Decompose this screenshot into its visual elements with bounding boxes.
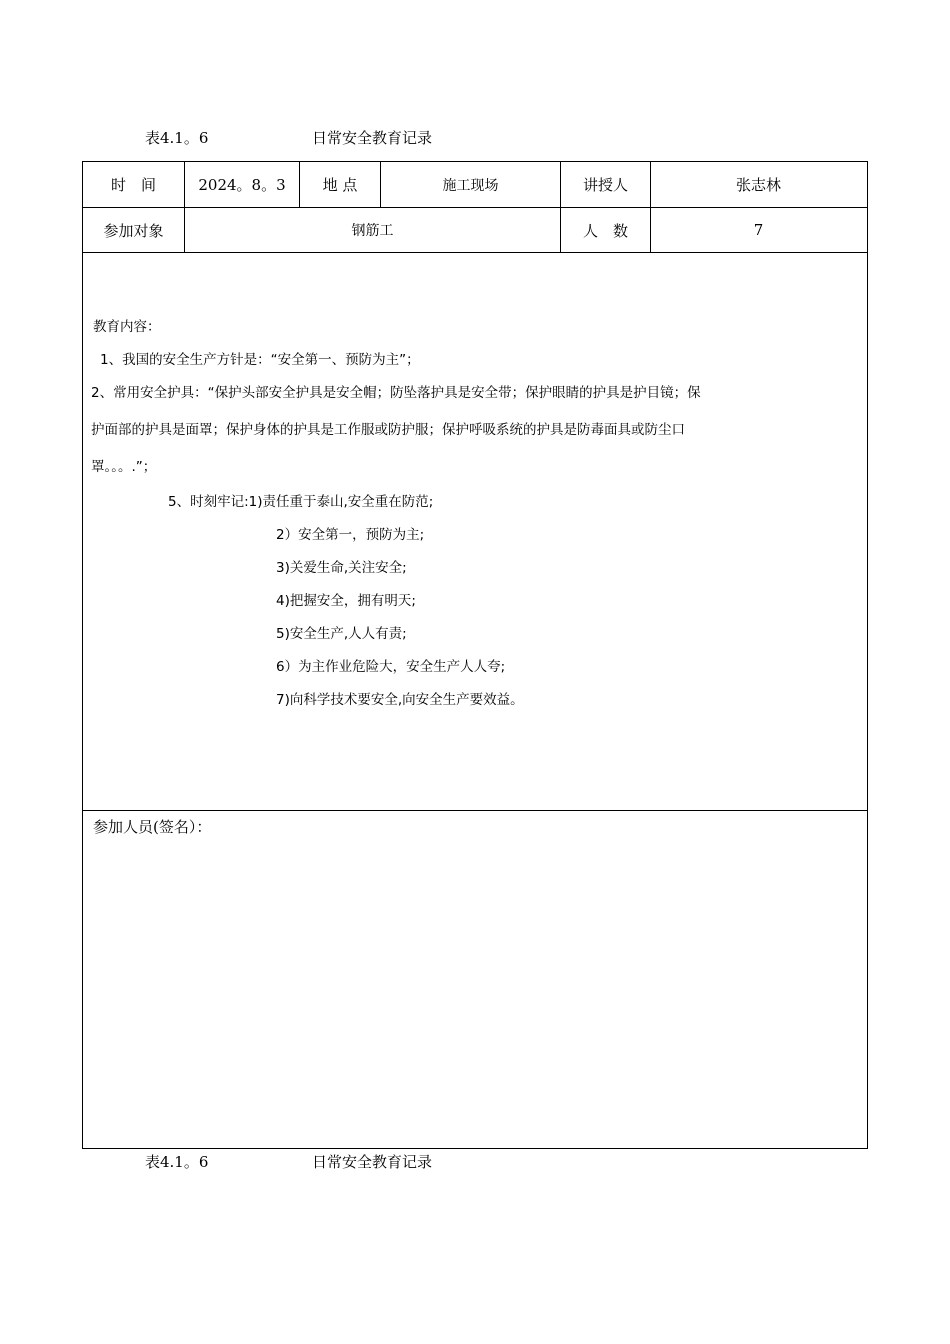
document-title: 日常安全教育记录: [312, 129, 433, 147]
signature-area: [83, 811, 867, 1148]
content-line-2c: 罩。。。.”；: [91, 459, 157, 475]
motto-item: 7)向科学技术要安全,向安全生产要效益。: [276, 692, 524, 708]
time-label: 时 间: [83, 162, 185, 207]
motto-item: 4)把握安全，拥有明天;: [276, 593, 416, 609]
header-row-2: [83, 208, 867, 253]
header-row-1: [83, 162, 867, 208]
table-number: 表4.1。6: [145, 129, 209, 147]
participants-label: 参加对象: [83, 208, 185, 252]
motto-item: 6）为主作业危险大，安全生产人人夸;: [276, 659, 506, 675]
place-value: 施工现场: [381, 162, 561, 207]
document-title-repeat: 日常安全教育记录: [312, 1153, 433, 1171]
motto-item: 2）安全第一，预防为主;: [276, 527, 425, 543]
content-line-2a: 2、常用安全护具：“保护头部安全护具是安全帽；防坠落护具是安全带；保护眼睛的护具是护目镜；保: [91, 385, 701, 401]
content-line-5: 5、时刻牢记:1)责任重于泰山,安全重在防范;: [168, 494, 434, 510]
table-caption: [145, 127, 432, 148]
count-label: 人 数: [561, 208, 651, 252]
education-content: [83, 253, 867, 811]
table-caption-repeat: [145, 1151, 432, 1172]
participants-value: 钢筋工: [185, 208, 561, 252]
count-value: 7: [753, 221, 764, 239]
motto-item: 5)安全生产,人人有责;: [276, 626, 407, 642]
content-line-1: 1、我国的安全生产方针是：“安全第一、预防为主”；: [100, 352, 420, 368]
education-record-table: [82, 161, 868, 1149]
time-value: 2024。8。3: [185, 162, 300, 207]
motto-item: 3)关爱生命,关注安全;: [276, 560, 407, 576]
table-number-repeat: 表4.1。6: [145, 1153, 209, 1171]
signature-label: 参加人员(签名）：: [93, 818, 212, 836]
content-line-2b: 护面部的护具是面罩；保护身体的护具是工作服或防护服；保护呼吸系统的护具是防毒面具或防尘口: [91, 422, 685, 438]
content-heading: 教育内容：: [93, 319, 161, 335]
lecturer-label: 讲授人: [561, 162, 651, 207]
lecturer-value: 张志林: [735, 176, 781, 194]
place-label: 地 点: [300, 162, 381, 207]
